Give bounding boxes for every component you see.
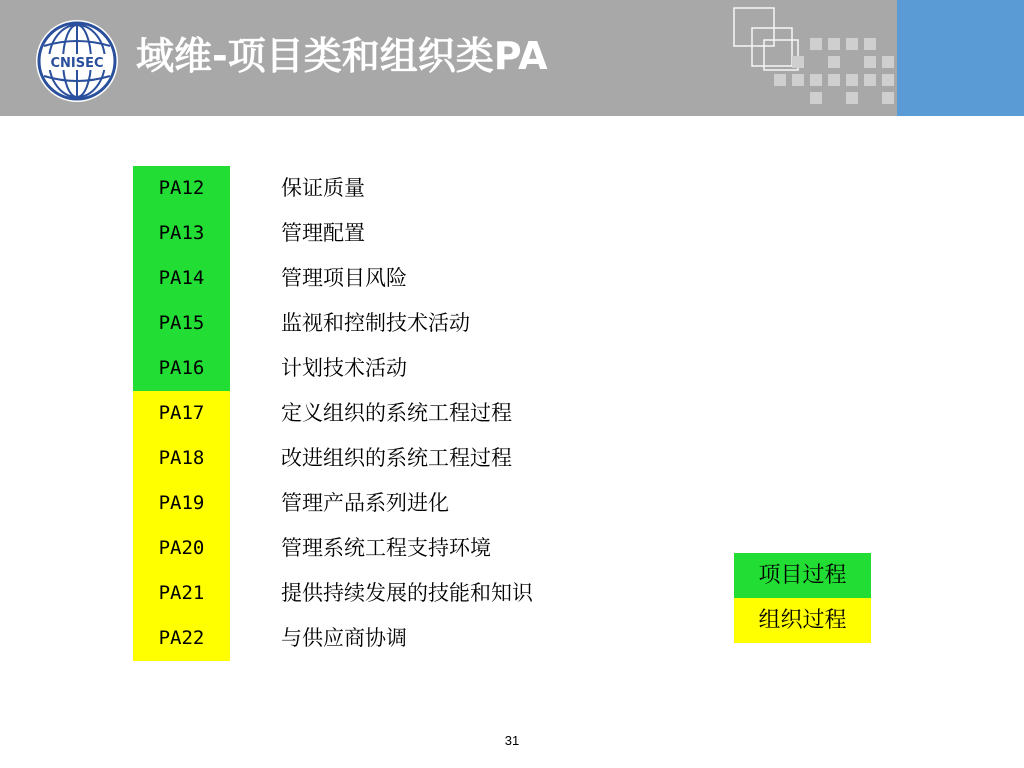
deco-square: [774, 74, 786, 86]
pa-row: [133, 616, 733, 661]
deco-square: [810, 38, 822, 50]
pa-row: [133, 346, 733, 391]
pa-row: [133, 256, 733, 301]
deco-square: [882, 74, 894, 86]
slide-header: [0, 0, 1024, 116]
cnisec-globe-logo-icon: [34, 18, 120, 104]
pa-code-cell: PA15: [133, 301, 230, 346]
legend-organization-process: 组织过程: [734, 598, 871, 643]
pa-description: 管理产品系列进化: [281, 491, 449, 515]
deco-square: [828, 56, 840, 68]
deco-square: [792, 74, 804, 86]
pa-row: [133, 436, 733, 481]
pa-code-cell: PA22: [133, 616, 230, 661]
pa-code-cell: PA18: [133, 436, 230, 481]
pa-code-cell: PA17: [133, 391, 230, 436]
pa-description: 计划技术活动: [281, 356, 407, 380]
pa-row: [133, 571, 733, 616]
pa-description: 管理配置: [281, 221, 365, 245]
pa-description: 改进组织的系统工程过程: [281, 446, 512, 470]
deco-square: [882, 92, 894, 104]
pa-description: 管理项目风险: [281, 266, 407, 290]
pa-description: 监视和控制技术活动: [281, 311, 470, 335]
deco-square: [864, 74, 876, 86]
pa-code-cell: PA16: [133, 346, 230, 391]
pa-code-cell: PA20: [133, 526, 230, 571]
pa-description: 管理系统工程支持环境: [281, 536, 491, 560]
deco-square: [828, 74, 840, 86]
deco-square: [828, 38, 840, 50]
pa-code-cell: PA14: [133, 256, 230, 301]
deco-square: [792, 56, 804, 68]
pa-row: [133, 391, 733, 436]
pa-code-cell: PA19: [133, 481, 230, 526]
header-accent-block: [897, 0, 1024, 116]
svg-text:CNISEC: CNISEC: [50, 56, 104, 71]
pa-code-cell: PA12: [133, 166, 230, 211]
pa-description: 定义组织的系统工程过程: [281, 401, 512, 425]
deco-square: [846, 74, 858, 86]
deco-square: [882, 56, 894, 68]
pa-row: [133, 481, 733, 526]
pa-code-cell: PA21: [133, 571, 230, 616]
pa-description: 保证质量: [281, 176, 365, 200]
category-legend: [734, 553, 871, 643]
deco-square: [846, 38, 858, 50]
pa-description: 与供应商协调: [281, 626, 407, 650]
pa-description: 提供持续发展的技能和知识: [281, 581, 533, 605]
legend-project-process: 项目过程: [734, 553, 871, 598]
pa-row: [133, 526, 733, 571]
page-number: 31: [504, 733, 520, 748]
pa-code-cell: PA13: [133, 211, 230, 256]
deco-square: [864, 38, 876, 50]
pa-row: [133, 166, 733, 211]
slide-title: 域维-项目类和组织类PA: [136, 34, 548, 78]
deco-square: [810, 92, 822, 104]
pa-row: [133, 211, 733, 256]
pa-row: [133, 301, 733, 346]
deco-square: [846, 92, 858, 104]
deco-square: [810, 74, 822, 86]
deco-square: [864, 56, 876, 68]
